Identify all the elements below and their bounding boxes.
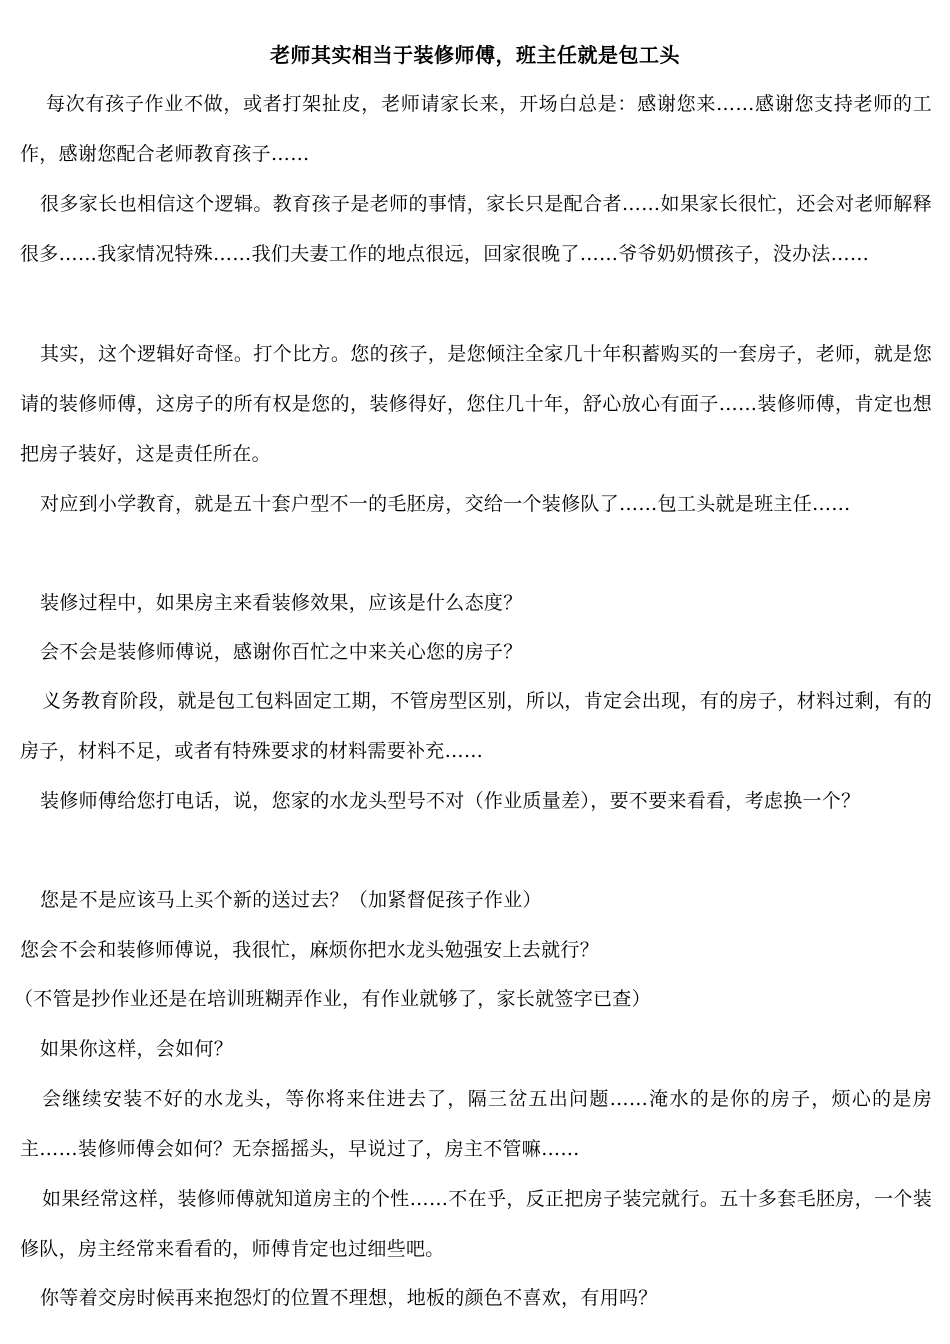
- paragraph-7: 义务教育阶段，就是包工包料固定工期，不管房型区别，所以，肯定会出现，有的房子，材料过剩，有的房子，材料不足，或者有特殊要求的材料需要补充……: [20, 690, 932, 762]
- paragraph-8: 装修师傅给您打电话，说，您家的水龙头型号不对（作业质量差），要不要来看看，考虑换一个？: [40, 790, 861, 812]
- paragraph-14: 如果经常这样，装修师傅就知道房主的个性……不在乎，反正把房子装完就行。五十多套毛胚房，一个装修队，房主经常来看看的，师傅肯定也过细些吧。: [20, 1188, 932, 1260]
- paragraph-4: 对应到小学教育，就是五十套户型不一的毛胚房，交给一个装修队了……包工头就是班主任……: [40, 493, 851, 515]
- paragraph-13: 会继续安装不好的水龙头，等你将来住进去了，隔三岔五出问题……淹水的是你的房子，烦心的是房主……装修师傅会如何？无奈摇摇头，早说过了，房主不管嘛……: [20, 1088, 932, 1160]
- paragraph-9: 您是不是应该马上买个新的送过去？（加紧督促孩子作业）: [40, 889, 542, 911]
- paragraph-3: 其实，这个逻辑好奇怪。打个比方。您的孩子，是您倾注全家几十年积蓄购买的一套房子，老师，就是您请的装修师傅，这房子的所有权是您的，装修得好，您住几十年，舒心放心有面子……装修师傅，肯定也想把房子装好，这是责任所在。: [20, 343, 932, 465]
- paragraph-2: 很多家长也相信这个逻辑。教育孩子是老师的事情，家长只是配合者……如果家长很忙，还会对老师解释很多……我家情况特殊……我们夫妻工作的地点很远，回家很晚了……爷爷奶奶惯孩子，没办法……: [20, 193, 932, 265]
- paragraph-11: （不管是抄作业还是在培训班糊弄作业，有作业就够了，家长就签字已查）: [14, 988, 651, 1010]
- paragraph-6: 会不会是装修师傅说，感谢你百忙之中来关心您的房子？: [40, 641, 523, 663]
- paragraph-10: 您会不会和装修师傅说，我很忙，麻烦你把水龙头勉强安上去就行？: [20, 939, 600, 961]
- paragraph-5: 装修过程中，如果房主来看装修效果，应该是什么态度？: [40, 592, 523, 614]
- document-title: 老师其实相当于装修师傅，班主任就是包工头: [270, 43, 680, 67]
- paragraph-1: 每次有孩子作业不做，或者打架扯皮，老师请家长来，开场白总是：感谢您来……感谢您支持老师的工作，感谢您配合老师教育孩子……: [20, 93, 932, 165]
- paragraph-12: 如果你这样，会如何？: [40, 1038, 234, 1060]
- paragraph-15: 你等着交房时候再来抱怨灯的位置不理想，地板的颜色不喜欢，有用吗？: [40, 1287, 658, 1309]
